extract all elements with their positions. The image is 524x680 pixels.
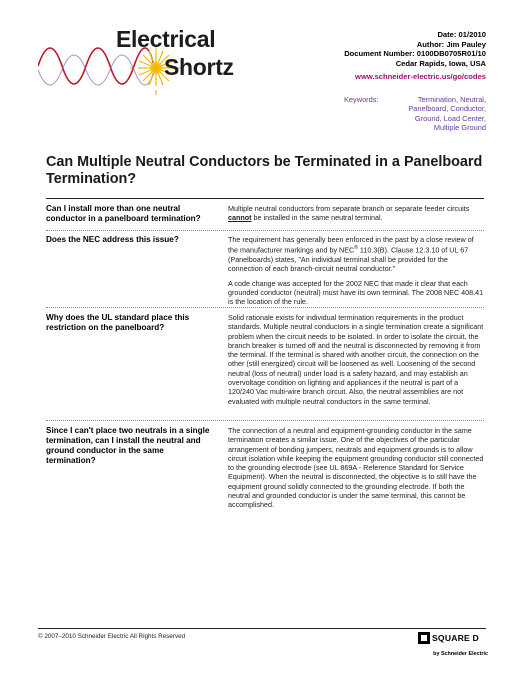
question: Since I can't place two neutrals in a single termination, can I install the neutral and ground conductor in the same termination?	[46, 426, 210, 465]
answer	[228, 204, 484, 223]
logo-word-shortz: Shortz	[164, 54, 234, 80]
question: Why does the UL standard place this restriction on the panelboard?	[46, 313, 190, 332]
answer-paragraph: A code change was accepted for the 2002 NEC that made it clear that each grounded conductor (neutral) must have its own terminal. The 2008 NEC 408.41 is the location of the rule.	[228, 278, 484, 307]
answer-text: be installed in the same neutral terminal.	[251, 213, 383, 223]
codes-link[interactable]: www.schneider-electric.us/go/codes	[355, 72, 486, 82]
logo-word-electrical: Electrical	[116, 26, 216, 52]
answer-text: Multiple neutral conductors from separate branch or separate feeder circuits	[228, 204, 470, 213]
meta-document-number: Document Number: 0100DB0705R01/10	[344, 49, 486, 59]
square-d-logo	[418, 632, 488, 666]
answer: Solid rationale exists for individual termination requirements in the product standards. Multiple neutral conductors in a single termination create a significant problem when the circuit needs to be isolated. In order to isolate the circuit, the branch breaker is turned off and the neutral is disconnected by removing it from the terminal. If the terminal is shared with another circuit, the connection on the other (still energized) circuit will be loosened as well. Loosening of the second neutral (loss of neutral) under load is a safety hazard, and may establish an overvoltage condition on lighting and appliances if the neutral is part of a 120/240 Vac multi-wire branch circuit. Also, the neutral assemblies are not evaluated with multiple neutral conductors in the same terminal.	[228, 313, 484, 406]
schneider-electric-byline: by Schneider Electric	[433, 651, 488, 657]
answer	[228, 235, 484, 311]
meta-location: Cedar Rapids, Iowa, USA	[395, 58, 486, 68]
registered-mark: ®	[354, 245, 358, 252]
keywords-value: Termination, Neutral, Panelboard, Conductor, Ground, Load Center, Multiple Ground	[408, 95, 486, 133]
answer-text: The requirement has generally been enforced in the past by a close review of the manufacturer markings and by NEC	[228, 235, 474, 255]
electrical-shortz-logo	[38, 20, 258, 112]
footer-divider	[38, 628, 486, 629]
answer-emphasis: cannot	[228, 213, 252, 223]
title-divider	[46, 198, 484, 199]
copyright: © 2007–2010 Schneider Electric All Rights Reserved	[38, 633, 186, 640]
document-meta	[344, 30, 486, 82]
meta-author: Author: Jim Pauley	[416, 39, 486, 49]
question: Does the NEC address this issue?	[46, 235, 179, 244]
keywords-label: Keywords:	[344, 95, 379, 104]
square-d-mark-icon	[418, 632, 430, 644]
answer: The connection of a neutral and equipment-grounding conductor in the same termination creates a similar issue. One of the objectives of the particular arrangement of bonding jumpers, neutrals and equipment grounds is to allow circuit isolation while keeping the equipment grounding conductor still connected to the grounding electrode (see UL 869A - Reference Standard for Service Equipment). When the neutral is disconnected, the objective is to still have the equipment ground solidly connected to the grounding electrode. If both the neutral and grounded conductor is under the same terminal, this cannot be accomplished.	[228, 426, 484, 510]
meta-date: Date: 01/2010	[437, 30, 486, 39]
answer-paragraph	[228, 235, 484, 274]
section-divider	[46, 420, 484, 421]
question: Can I install more than one neutral conductor in a panelboard termination?	[46, 204, 201, 223]
square-d-wordmark: SQUARE D	[432, 633, 479, 643]
page-title: Can Multiple Neutral Conductors be Terminated in a Panelboard Termination?	[46, 154, 483, 187]
section-divider	[46, 307, 484, 308]
answer-text: 110.3(B). Clause 12.3.10 of UL 67 (Panelboards) states, "An individual terminal shall be provided for the connection of each branch-circuit neutral conductor."	[228, 245, 469, 274]
section-divider	[46, 230, 484, 231]
